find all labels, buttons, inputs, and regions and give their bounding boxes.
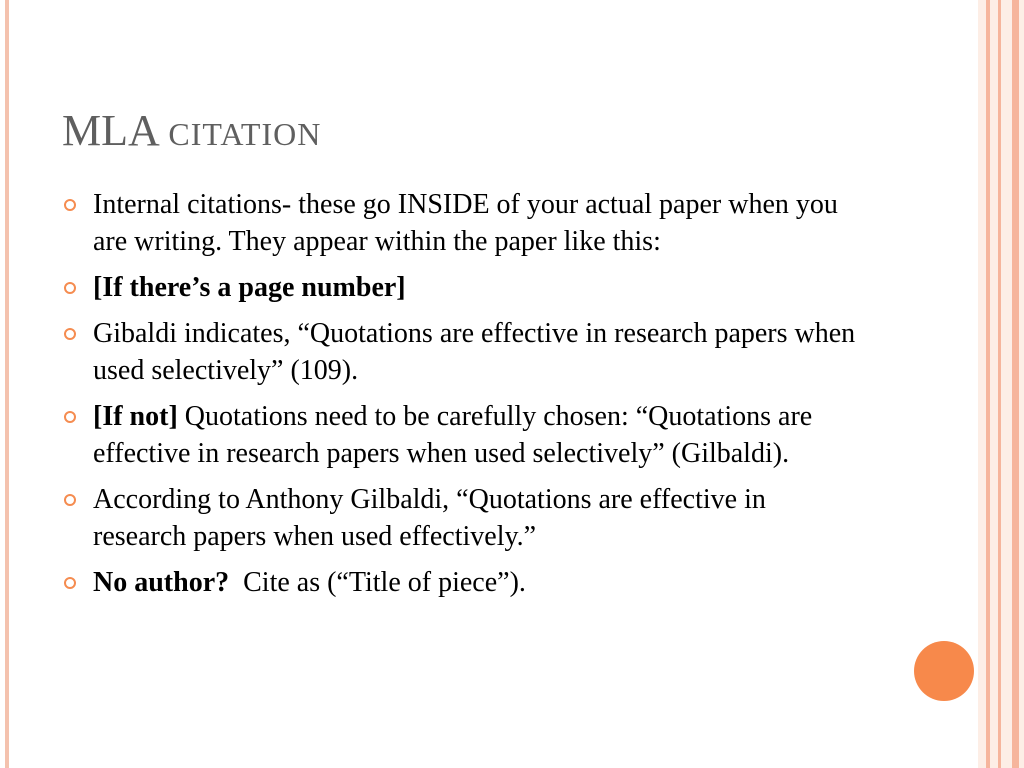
bullet-icon — [64, 577, 76, 589]
right-stripe-1 — [986, 0, 990, 768]
bullet-text: Internal citations- these go INSIDE of your actual paper when you are writing. They appear within the paper like this: — [93, 189, 838, 257]
bullet-bold-text: [If not] — [93, 401, 178, 432]
bullet-icon — [64, 199, 76, 211]
slide-title — [62, 106, 922, 159]
right-stripe-3 — [1012, 0, 1019, 768]
bullet-text: Cite as (“Title of piece”). — [243, 567, 526, 598]
bullet-item-6 — [62, 564, 862, 601]
bullet-icon — [64, 494, 76, 506]
bullet-item-2 — [62, 269, 862, 306]
bullet-icon — [64, 282, 76, 294]
bullet-bold-text: [If there’s a page number] — [93, 272, 406, 303]
bullet-icon — [64, 411, 76, 423]
bullet-item-1 — [62, 186, 862, 260]
bullet-text: Gibaldi indicates, “Quotations are effective in research papers when used selectively” (109). — [93, 318, 856, 386]
bullet-item-5 — [62, 481, 862, 555]
bullet-icon — [64, 328, 76, 340]
title-main: MLA — [62, 106, 158, 155]
bullet-bold-text: No author? — [93, 567, 230, 598]
bullet-text: According to Anthony Gilbaldi, “Quotations are effective in research papers when used effectively.” — [93, 484, 766, 552]
decorative-orange-circle — [914, 641, 974, 701]
bullet-list — [62, 186, 862, 610]
bullet-item-3 — [62, 315, 862, 389]
right-stripe-2 — [998, 0, 1001, 768]
bullet-item-4 — [62, 398, 862, 472]
left-border-line — [5, 0, 9, 768]
title-subtitle: CITATION — [168, 116, 322, 152]
bullet-text: Quotations need to be carefully chosen: “Quotations are effective in research papers when used selectively” (Gilbaldi). — [93, 401, 813, 469]
